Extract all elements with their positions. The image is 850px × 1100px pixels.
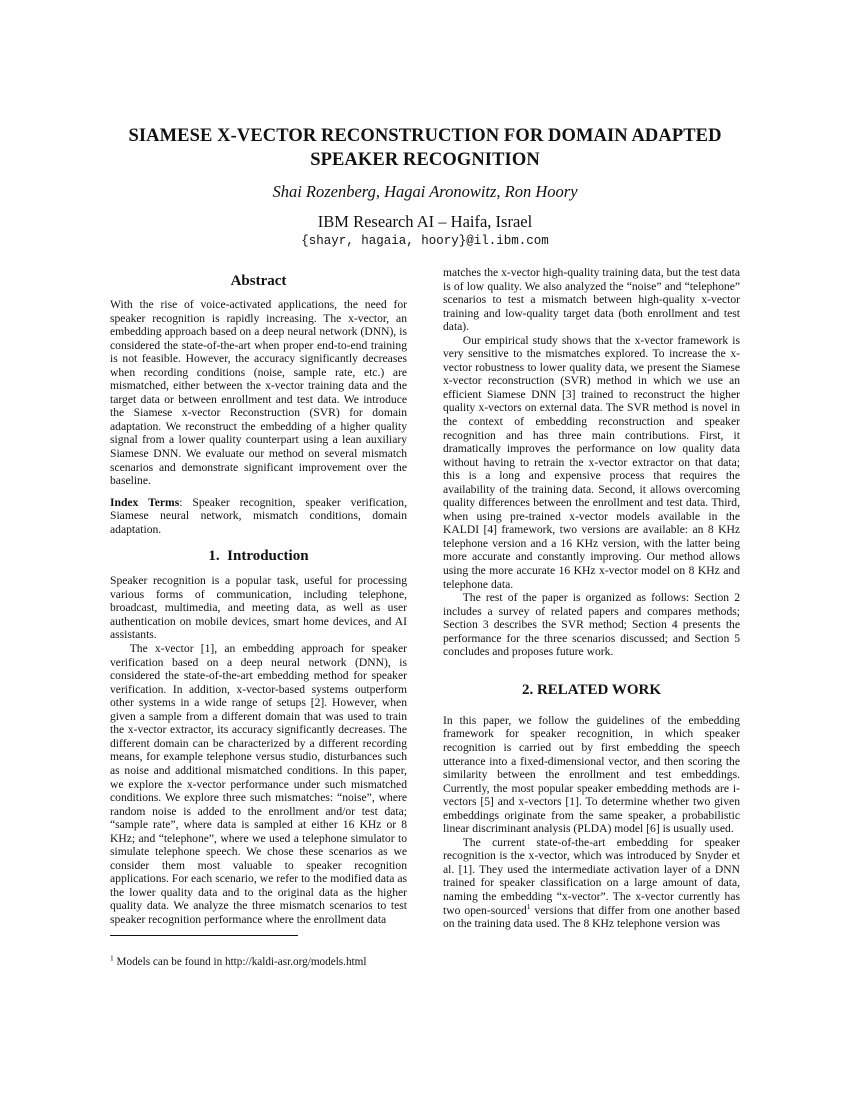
related-paragraph-2 xyxy=(443,836,740,931)
related-paragraph-1: In this paper, we follow the guidelines of the embedding framework for speaker recognition, in which speaker recognition is carried out by first embedding the speech utterance into a fixed-dimensional vector, and then scoring the similarity between the enrollment and test embeddings. Currently, the most popular speaker embedding methods are i-vectors [5] and x-vectors [1]. To determine whether two given embeddings originate from the same speaker, a probabilistic linear discriminant analysis (PLDA) model [6] is usually used. xyxy=(443,713,740,836)
index-terms-label: Index Terms xyxy=(110,495,180,509)
index-terms-text: : Speaker recognition, speaker verification, Siamese neural network, mismatch conditions, domain adaptation. xyxy=(110,495,407,536)
left-column xyxy=(110,272,407,927)
intro-paragraph-2-continued: matches the x-vector high-quality training data, but the test data is of low quality. We also analyzed the “noise” and “telephone” scenarios to test a mismatch between high-quality x-vector training and low-quality target data (both enrollment and test data). xyxy=(443,266,740,334)
paper-authors: Shai Rozenberg, Hagai Aronowitz, Ron Hoory xyxy=(272,182,578,201)
intro-paragraph-4: The rest of the paper is organized as follows: Section 2 includes a survey of related papers and compares methods; Section 3 describes the SVR method; Section 4 presents the performance for the three scenarios discussed; and Section 5 concludes and proposes future work. xyxy=(443,591,740,659)
footnote-mark: 1 xyxy=(110,953,114,963)
abstract-text: With the rise of voice-activated applications, the need for speaker recognition is rapidly increasing. The x-vector, an embedding approach based on a deep neural network (DNN), is considered the state-of-the-art when proper end-to-end training is not feasible. However, the accuracy significantly decreases when recording conditions (noise, sample rate, etc.) are mismatched, either between the x-vector training data and the target data or between enrollment and test data. We introduce the Siamese x-vector Reconstruction (SVR) for domain adaptation. We reconstruct the embedding of a higher quality signal from a lower quality counterpart using a lean auxiliary Siamese DNN. We evaluate our method on several mismatch scenarios and demonstrate significant improvement over the baseline. xyxy=(110,298,407,488)
related-paragraph-2-start: The current state-of-the-art embedding for speaker recognition is the x-vector, which was introduced by Snyder et al. [1]. They used the intermediate activation layer of a DNN trained for speaker classification on a large amount of data, naming the embedding “x-vector”. The x-vector currently has two open-sourced xyxy=(443,835,740,917)
paper-affiliation: IBM Research AI – Haifa, Israel xyxy=(317,212,533,231)
footnote-ref-mark: 1 xyxy=(526,901,531,911)
intro-paragraph-1: Speaker recognition is a popular task, useful for processing various forms of communication, including telephone, broadcast, multimedia, and meeting data, as well as user authentication on mobile devices, smart home devices, and AI assistants. xyxy=(110,574,407,642)
footnote-rule xyxy=(110,935,298,936)
footnote-text: Models can be found in http://kaldi-asr.org/models.html xyxy=(113,956,367,968)
abstract-heading: Abstract xyxy=(230,273,287,289)
related-paragraph-2-end: versions that differ from one another based on the training data used. The 8 KHz telephone version was xyxy=(443,903,740,931)
paper-email: {shayr, hagaia, hoory}@il.ibm.com xyxy=(301,234,549,248)
intro-paragraph-3: Our empirical study shows that the x-vector framework is very sensitive to the mismatches explored. To increase the x-vector robustness to lower quality data, we present the Siamese x-vector reconstruction (SVR) method in which we use an efficient Siamese DNN [3] trained to reconstruct the higher quality x-vectors on external data. The SVR method is novel in the context of embedding reconstruction and speaker recognition and has three main contributions. First, it dramatically improves the performance on low quality data without having to retrain the x-vector extractor on that data; this is a long and expensive process that requires the availability of the training data. Second, it allows overcoming quality differences between the enrollment and test data. Third, when using pre-trained x-vector models available in the KALDI [4] framework, two versions are available: an 8 KHz telephone version and a 16 KHz version, with the latter being more accurate and constantly improving. Our method allows using the more accurate 16 KHz x-vector model on 8 KHz and telephone data. xyxy=(443,333,740,591)
footnote xyxy=(110,953,367,969)
paper-title: SIAMESE X-VECTOR RECONSTRUCTION FOR DOMAIN ADAPTED SPEAKER RECOGNITION xyxy=(128,126,722,170)
intro-paragraph-2: The x-vector [1], an embedding approach for speaker verification based on a deep neural network (DNN), is considered the state-of-the-art embedding method for speaker verification. In addition, x-vector-based systems outperform other systems in a wide range of setups [2]. However, when given a sample from a different domain that was used to train the x-vector extractor, its accuracy significantly decreases. The different domain can be characterized by a different recording means, for example telephone versus studio, disturbances such as noise and additional mismatched conditions. In this paper, we explore the x-vector performance under such mismatched conditions. We explore three such mismatches: “noise”, where random noise is added to the enrollment and/or test data; “sample rate”, where data is sampled at either 16 KHz or 8 KHz; and “telephone”, where we used a telephone simulator to simulate telephone speech. We chose these scenarios as we consider them most valuable to speaker recognition applications. For each scenario, we refer to the modified data as the lower quality data and to the original data as the higher quality data. We analyze the three mismatch scenarios to test speaker recognition performance where the enrollment data xyxy=(110,642,407,926)
index-terms xyxy=(110,496,407,537)
introduction-heading: 1. Introduction xyxy=(208,548,309,565)
right-column xyxy=(443,266,740,931)
related-work-heading: 2. RELATED WORK xyxy=(521,681,662,698)
